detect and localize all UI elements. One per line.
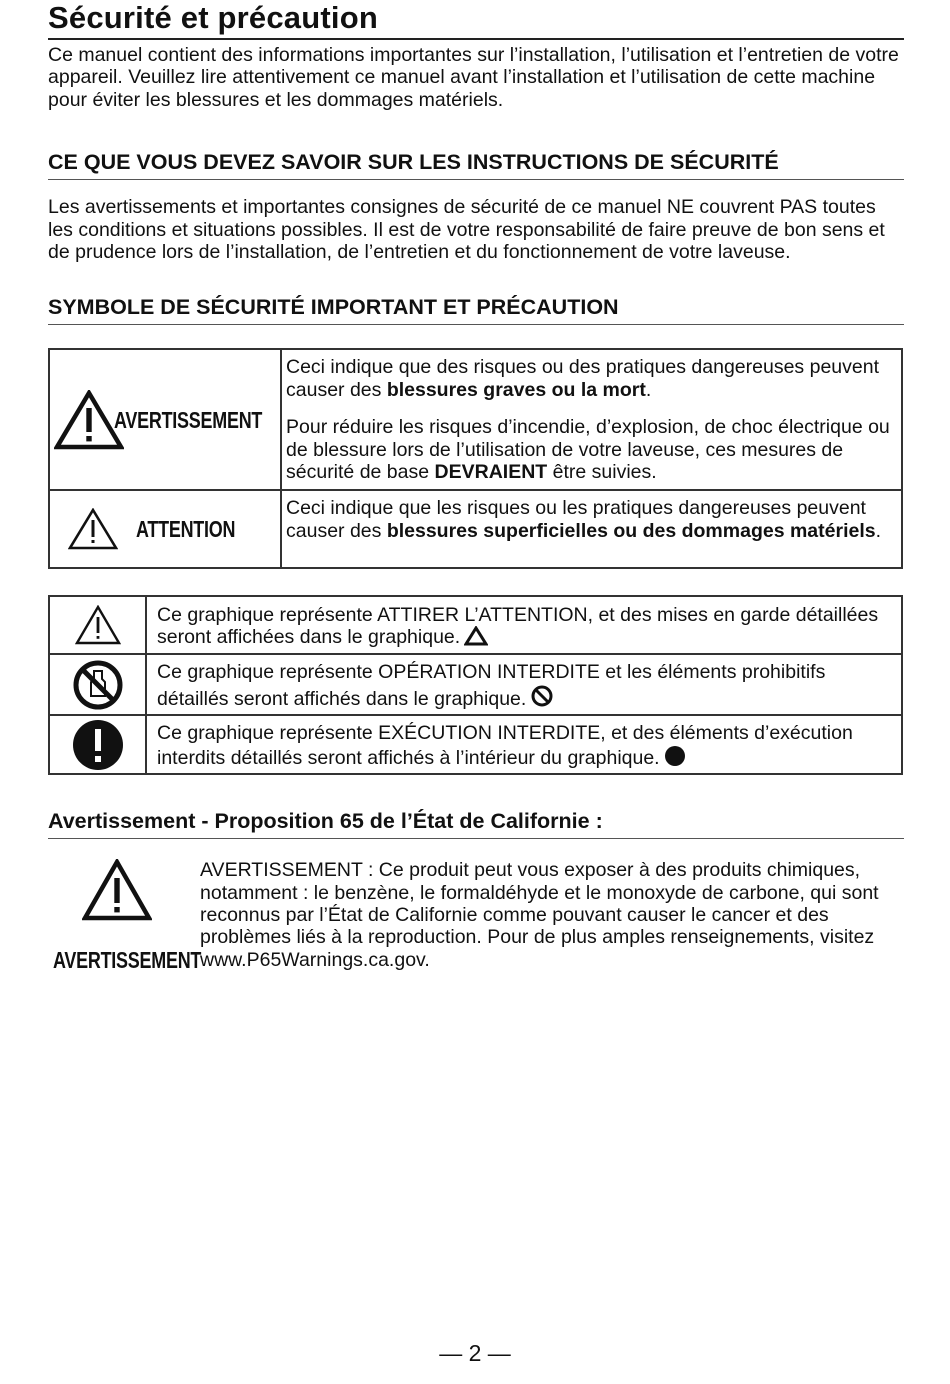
- safety-instructions-paragraph: Les avertissements et importantes consignes de sécurité de ce manuel NE couvrent PAS toutes les conditions et situations possibles. Il est de votre responsabilité de faire preuve de bon sens et de prudence lors de l’installation, de l’entretien et du fonctionnement de votre laveuse.: [48, 196, 885, 264]
- graphic-prohibited-text: Ce graphique représente OPÉRATION INTERDITE et les éléments prohibitifs détaillés seront affichés dans le graphique.: [157, 661, 826, 710]
- page-title: Sécurité et précaution: [48, 0, 378, 35]
- section-title-safety-instructions: CE QUE VOUS DEVEZ SAVOIR SUR LES INSTRUCTIONS DE SÉCURITÉ: [48, 150, 779, 175]
- caution-triangle-icon: [75, 605, 121, 645]
- graphic-text-cell: [146, 715, 902, 774]
- graphic-symbols-table: [48, 595, 903, 775]
- graphic-row-mandatory: [49, 715, 902, 774]
- prop65-warning-block: [48, 859, 904, 979]
- prop65-text: AVERTISSEMENT : Ce produit peut vous exposer à des produits chimiques, notamment : le benzène, le formaldéhyde et le monoxyde de carbone, qui sont reconnus par l’État de Californie comme pouvant causer le cancer et des problèmes liés à la reproduction. Pour de plus amples renseignements, visitez www.P65Warnings.ca.gov.: [200, 859, 879, 971]
- section-title-prop65: Avertissement - Proposition 65 de l’État de Californie :: [48, 809, 603, 834]
- document-page: [48, 0, 904, 979]
- page-number: — 2 —: [439, 1340, 511, 1366]
- warning-description: [281, 349, 902, 490]
- attention-icon-cell: [49, 490, 281, 568]
- intro-paragraph: Ce manuel contient des informations importantes sur l’installation, l’utilisation et l’entretien de votre appareil. Veuillez lire attentivement ce manuel avant l’installation et l’utilisation de cette machine pour éviter les blessures et les dommages matériels.: [48, 44, 899, 111]
- section-title-safety-symbols: SYMBOLE DE SÉCURITÉ IMPORTANT ET PRÉCAUTION: [48, 295, 619, 320]
- graphic-text-cell: [146, 596, 902, 654]
- warning-text-2: Pour réduire les risques d’incendie, d’explosion, de choc électrique ou de blessure lors de l’utilisation de votre laveuse, ces mesures de sécurité de base DEVRAIENT être suivies.: [286, 416, 890, 484]
- warning-icon-cell: [49, 349, 281, 490]
- graphic-row-prohibited: [49, 654, 902, 715]
- graphic-mandatory-text: Ce graphique représente EXÉCUTION INTERDITE, et des éléments d’exécution interdits détaillés seront affichés à l’intérieur du graphique.: [157, 722, 853, 769]
- mandatory-action-icon: [72, 719, 124, 771]
- warning-row: [49, 349, 902, 490]
- prop65-label: AVERTISSEMENT: [53, 947, 202, 974]
- section-divider: [48, 179, 904, 180]
- graphic-icon-cell: [49, 596, 146, 654]
- warning-label: AVERTISSEMENT: [114, 407, 263, 434]
- section-divider: [48, 838, 904, 839]
- small-triangle-icon: [464, 626, 488, 646]
- section-divider: [48, 324, 904, 325]
- warning-text-1: Ceci indique que des risques ou des pratiques dangereuses peuvent causer des blessures graves ou la mort.: [286, 356, 879, 401]
- warning-triangle-icon: [82, 859, 152, 921]
- attention-row: [49, 490, 902, 568]
- caution-triangle-icon: [68, 508, 118, 550]
- graphic-caution-text: Ce graphique représente ATTIRER L’ATTENTION, et des mises en garde détaillées seront affichées dans le graphique.: [157, 604, 879, 649]
- small-prohibited-icon: [530, 684, 554, 708]
- attention-text: Ceci indique que les risques ou les pratiques dangereuses peuvent causer des blessures superficielles ou des dommages matériels.: [286, 497, 882, 542]
- graphic-text-cell: [146, 654, 902, 715]
- attention-label: ATTENTION: [136, 516, 236, 543]
- title-divider: [48, 38, 904, 40]
- graphic-icon-cell: [49, 715, 146, 774]
- hazard-levels-table: [48, 348, 903, 569]
- small-filled-circle-icon: [664, 745, 686, 767]
- prohibited-operation-icon: [72, 659, 124, 711]
- attention-description: [281, 490, 902, 568]
- graphic-icon-cell: [49, 654, 146, 715]
- graphic-row-caution: [49, 596, 902, 654]
